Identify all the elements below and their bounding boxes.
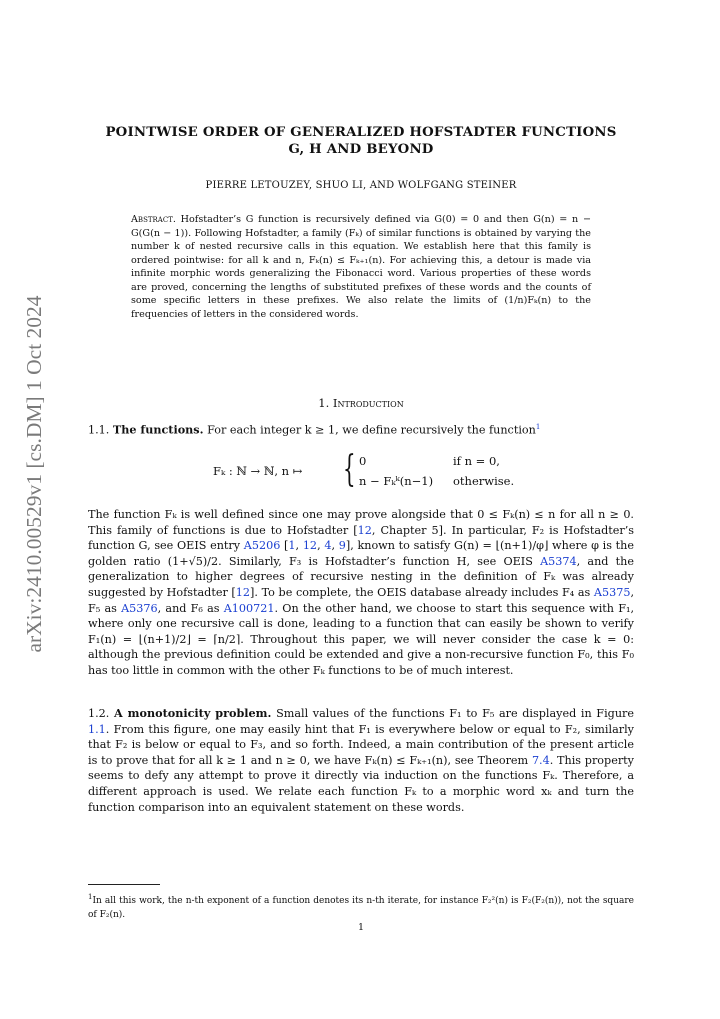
footnote (88, 891, 634, 922)
oeis-link-a5374[interactable]: A5374 (540, 554, 577, 568)
function-definition (213, 449, 533, 496)
footnote-marker-link[interactable]: 1 (535, 423, 541, 431)
section-number: 1. (318, 396, 330, 410)
theorem-link[interactable]: 7.4 (531, 753, 550, 767)
text-run: ], known to satisfy G(n) = ⌊(n+1)/φ⌋ where φ is the golden ratio (1+√5)/2. Similarly, F₃ is Hofstadter’s function H, see OEIS (88, 539, 634, 568)
oeis-link-a5376[interactable]: A5376 (121, 601, 158, 615)
case-condition-2: otherwise. (453, 474, 515, 488)
abstract (131, 213, 591, 321)
text-run: [ (280, 539, 289, 553)
case-value-2: n − Fₖᵏ(n−1) (359, 474, 434, 488)
citation-link[interactable]: 1 (288, 539, 296, 553)
oeis-link-a5206[interactable]: A5206 (243, 539, 281, 553)
figure-link[interactable]: 1.1 (88, 722, 106, 736)
text-run: . On the other hand, we choose to start this sequence with F₁, where only one recursive call is done, leading to a function that can easily be shown to verify F₁(n) = ⌊(n+1)/2⌋ = ⌈n/2⌉. Throughout this paper, we will never consider the case k = 0: although the previous definition could be extended and give a non-recursive function F₀, this F₀ has too little in common with the other Fₖ functions to be of much interest. (88, 601, 635, 677)
citation-link[interactable]: 12 (357, 523, 372, 537)
arxiv-stamp: arXiv:2410.00529v1 [cs.DM] 1 Oct 2024 (22, 295, 46, 653)
cases-brace: { (343, 449, 356, 490)
text-run: , Chapter 5]. In particular, F₂ is Hofstadter’s function G, see OEIS entry (88, 523, 634, 553)
footnote-divider (88, 884, 160, 885)
footnote-text: In all this work, the n-th exponent of a function denotes its n-th iterate, for instance F₂²(n) is F₂(F₂(n)), not the square of F₂(n). (88, 896, 634, 920)
subsection-intro: For each integer k ≥ 1, we define recursively the function (207, 423, 536, 437)
text-run: , (317, 539, 325, 553)
text-run: , (331, 539, 339, 553)
oeis-link-a100721[interactable]: A100721 (223, 601, 275, 615)
paragraph-functions (88, 507, 634, 679)
subsection-number: 1.2. (88, 707, 110, 720)
text-run: . This property seems to defy any attempt to prove it directly via induction on the functions Fₖ. Therefore, a different approach is used. We relate each function Fₖ to a morphic word xₖ and turn the function comparison into an equivalent statement on these words. (88, 753, 634, 814)
subsection-title: A monotonicity problem. (114, 706, 272, 720)
section-title: Introduction (332, 396, 404, 410)
oeis-link-a5375[interactable]: A5375 (593, 585, 631, 599)
text-run: , and F₆ as (157, 601, 224, 615)
title-line-1: POINTWISE ORDER OF GENERALIZED HOFSTADTER FUNCTIONS (105, 125, 617, 140)
citation-link[interactable]: 9 (338, 539, 346, 553)
text-run: , (295, 539, 303, 553)
text-run: Small values of the functions F₁ to F₅ are displayed in Figure (276, 707, 634, 720)
subsection-1-2 (88, 706, 634, 815)
citation-link[interactable]: 4 (324, 539, 332, 553)
paper-title (88, 124, 634, 158)
footnote-mark: 1 (88, 893, 93, 901)
subsection-number: 1.1. (88, 423, 110, 437)
definition-lhs: Fₖ : ℕ → ℕ, n ↦ (213, 464, 303, 478)
text-run: The function Fₖ is well defined since one may prove alongside that 0 ≤ Fₖ(n) ≤ n for all n ≥ 0. This family of functions is due to Hofstadter [ (88, 508, 634, 537)
citation-link[interactable]: 12 (235, 585, 251, 599)
abstract-text: Hofstadter’s G function is recursively defined via G(0) = 0 and then G(n) = n − G(G(n − 1)). Following Hofstadter, a family (Fₖ) of similar functions is obtained by varying the number k of nested recursive calls in this equation. We establish here that this family is ordered pointwise: for all k and n, Fₖ(n) ≤ Fₖ₊₁(n). For achieving this, a detour is made via infinite morphic words generalizing the Fibonacci word. Various properties of these words are proved, concerning the lengths of substituted prefixes of these words and the counts of some specific letters in these prefixes. We also relate the limits of (1/n)Fₖ(n) to the frequencies of letters in the considered words. (131, 214, 591, 320)
title-line-2: G, H AND BEYOND (288, 142, 434, 157)
case-condition-1: if n = 0, (453, 454, 500, 468)
authors: PIERRE LETOUZEY, SHUO LI, AND WOLFGANG STEINER (205, 180, 517, 191)
citation-link[interactable]: 12 (302, 539, 318, 553)
text-run: ]. To be complete, the OEIS database already includes F₄ as (250, 585, 594, 599)
text-run: , F₅ as (88, 585, 635, 615)
subsection-1-1 (88, 420, 634, 438)
subsection-title: The functions. (112, 422, 204, 437)
page-number: 1 (357, 922, 365, 933)
abstract-label: Abstract. (131, 214, 176, 225)
section-heading (88, 396, 634, 410)
case-value-1: 0 (359, 454, 367, 468)
text-run: . From this figure, one may easily hint that F₁ is everywhere below or equal to F₂, similarly that F₂ is below or equal to F₃, and so forth. Indeed, a main contribution of the present article is to prove that for all k ≥ 1 and n ≥ 0, we have Fₖ(n) ≤ Fₖ₊₁(n), see Theorem (88, 722, 634, 767)
text-run: , and the generalization to higher degrees of recursive nesting in the definition of Fₖ was already suggested by Hofstadter [ (88, 554, 634, 599)
